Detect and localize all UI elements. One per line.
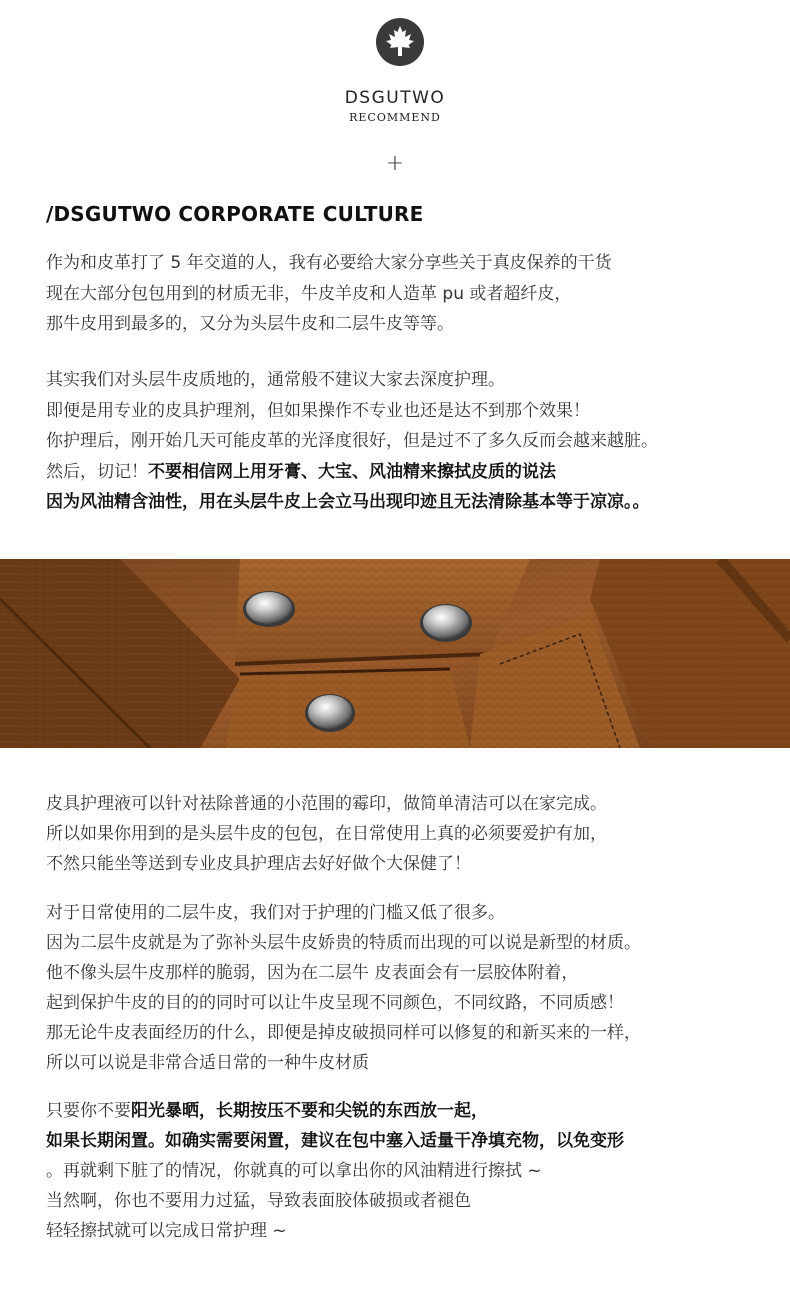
tips-line bbox=[46, 1096, 766, 1126]
plus-divider: + bbox=[385, 151, 405, 176]
second-line: 因为二层牛皮就是为了弥补头层牛皮娇贵的特质而出现的可以说是新型的材质。 bbox=[46, 933, 641, 953]
tips-prefix: 只要你不要 bbox=[46, 1101, 131, 1121]
tips-line: 。再就剩下脏了的情况，你就真的可以拿出你的风油精进行擦拭 ~ bbox=[46, 1161, 542, 1181]
care-line: 即便是用专业的皮具护理剂，但如果操作不专业也还是达不到那个效果！ bbox=[46, 400, 590, 421]
intro-line: 那牛皮用到最多的，又分为头层牛皮和二层牛皮等等。 bbox=[46, 314, 454, 334]
brand-subtitle: RECOMMEND bbox=[349, 111, 441, 124]
intro-line: 现在大部分包包用到的材质无非，牛皮羊皮和人造革 pu 或者超纤皮， bbox=[46, 283, 572, 304]
care-line: 你护理后，刚开始几天可能皮革的光泽度很好，但是过不了多久反而会越来越脏。 bbox=[46, 431, 658, 451]
care-warning-line bbox=[46, 457, 766, 488]
intro-paragraph bbox=[46, 248, 766, 340]
liquid-line: 皮具护理液可以针对祛除普通的小范围的霉印，做简单清洁可以在家完成。 bbox=[46, 794, 607, 814]
warning-bold: 不要相信网上用牙膏、大宝、风油精来擦拭皮质的说法 bbox=[148, 461, 556, 482]
second-line: 他不像头层牛皮那样的脆弱，因为在二层牛 皮表面会有一层胶体附着， bbox=[46, 963, 579, 983]
warning-bold-line: 因为风油精含油性，用在头层牛皮上会立马出现印迹且无法清除基本等于凉凉。。 bbox=[46, 492, 650, 512]
care-line: 其实我们对头层牛皮质地的，通常般不建议大家去深度护理。 bbox=[46, 370, 505, 390]
liquid-line: 所以如果你用到的是头层牛皮的包包，在日常使用上真的必须要爱护有加， bbox=[46, 824, 607, 844]
second-line: 起到保护牛皮的目的的同时可以让牛皮呈现不同颜色，不同纹路，不同质感！ bbox=[46, 993, 624, 1013]
tips-paragraph bbox=[46, 1096, 766, 1246]
brand-name: DSGUTWO bbox=[344, 88, 446, 108]
section-heading: /DSGUTWO CORPORATE CULTURE bbox=[46, 202, 424, 226]
care-liquid-paragraph bbox=[46, 789, 766, 879]
tips-bold-line: 如果长期闲置。如确实需要闲置，建议在包中塞入适量干净填充物，以免变形 bbox=[46, 1131, 624, 1151]
tips-bold: 阳光暴晒，长期按压不要和尖锐的东西放一起， bbox=[131, 1101, 488, 1121]
care-paragraph bbox=[46, 365, 766, 518]
second-line: 所以可以说是非常合适日常的一种牛皮材质 bbox=[46, 1053, 369, 1073]
intro-line: 作为和皮革打了 5 年交道的人，我有必要给大家分享些关于真皮保养的干货 bbox=[46, 253, 612, 273]
second-line: 对于日常使用的二层牛皮，我们对于护理的门槛又低了很多。 bbox=[46, 903, 505, 923]
warning-prefix: 然后，切记！ bbox=[46, 461, 148, 482]
leather-bag-photo bbox=[0, 559, 790, 748]
liquid-line: 不然只能坐等送到专业皮具护理店去好好做个大保健了！ bbox=[46, 854, 471, 874]
second-line: 那无论牛皮表面经历的什么，即便是掉皮破损同样可以修复的和新买来的一样， bbox=[46, 1023, 641, 1043]
maple-leaf-logo-icon bbox=[376, 18, 424, 66]
tips-line: 轻轻擦拭就可以完成日常护理 ~ bbox=[46, 1221, 287, 1241]
tips-line: 当然啊，你也不要用力过猛，导致表面胶体破损或者褪色 bbox=[46, 1191, 471, 1211]
second-layer-paragraph bbox=[46, 898, 766, 1078]
